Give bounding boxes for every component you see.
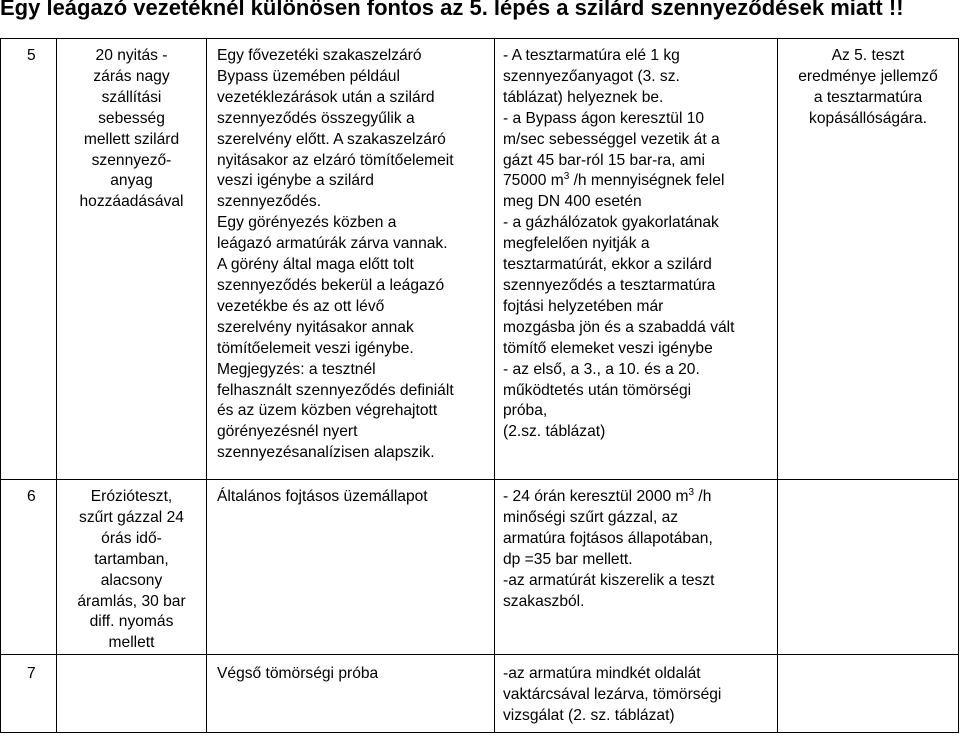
table-row [1,480,959,655]
text-line: diff. nyomás [89,613,174,631]
text-line: veszi igénybe a szilárd [217,172,374,190]
text-line: nyitásakor az elzáró tömítőelemeit [217,151,454,169]
superscript: 3 [688,486,695,498]
text-line: m/sec sebességgel vezetik át a [503,130,720,148]
remark-cell [778,655,959,733]
text-line: Bypass üzemében például [217,67,400,85]
table-row [1,655,959,733]
text-line: Az 5. teszt [831,47,905,64]
text-line: görényezésnél nyert [217,423,358,441]
text-line: szennyezőanyagot (3. sz. [503,67,680,85]
text-line: megfelelően nyitják a [503,235,650,253]
text-part: /h [694,488,712,505]
text-line: - a gázhálózatok gyakorlatának [503,214,719,232]
text-line: vezetéklezárások után a szilárd [217,88,435,106]
step-name-cell [57,39,207,480]
text-line: tömítőelemeit veszi igénybe. [217,339,414,357]
step-number: 5 [1,39,57,480]
text-line: és az üzem közben végrehajtott [217,402,438,420]
text-line: áramlás, 30 bar [77,592,186,610]
text-line: meg DN 400 esetén [503,193,642,211]
text-line: gázt 45 bar-ról 15 bar-ra, ami [503,151,705,169]
table-row [1,39,959,480]
text-line: fojtási helyzetében már [503,297,664,315]
remark-cell [778,39,959,480]
text-line: Erózióteszt, [90,488,173,505]
text-line: hozzáadásával [79,193,184,211]
test-steps-table [0,38,959,733]
text-line: vizsgálat (2. sz. táblázat) [503,707,675,725]
text-line: - A tesztarmatúra elé 1 kg [503,47,680,64]
text-line: szállítási [101,88,162,106]
text-line: órás idő- [101,529,162,547]
text-part: 75000 m [503,172,564,190]
text-line: zárás nagy [93,67,170,85]
text-line: próba, [503,402,548,420]
text-line: vaktárcsával lezárva, tömörségi [503,686,722,704]
text-line: szűrt gázzal 24 [79,508,184,526]
text-line: armatúra fojtásos állapotában, [503,529,713,547]
text-line: - az első, a 3., a 10. és a 20. [503,360,700,378]
text-line: leágazó armatúrák zárva vannak. [217,235,448,253]
step-name-cell [57,655,207,733]
text-line: A görény által maga előtt tolt [217,256,414,274]
text-line: vezetékbe és az ott lévő [217,297,385,315]
text-line: felhasznált szennyeződés definiált [217,381,454,399]
text-line: szennyező- [91,151,172,169]
text-line: -az armatúrát kiszerelik a teszt [503,571,715,589]
text-line: Egy fővezetéki szakaszelzáró [217,47,422,64]
condition-cell [207,480,495,655]
text-line: szennyeződés. [217,193,322,211]
text-line: szakaszból. [503,592,585,610]
text-line: Végső tömörségi próba [217,665,379,683]
text-line: szerelvény előtt. A szakaszelzáró [217,130,446,148]
text-line: szennyeződés a tesztarmatúra [503,276,716,294]
text-line: Megjegyzés: a tesztnél [217,360,376,378]
text-line: szennyeződés összegyűlik a [217,109,415,127]
text-line: kopásállóságára. [809,109,927,127]
text-line [503,487,771,508]
step-number: 7 [1,655,57,733]
text-line: a tesztarmatúra [813,88,923,106]
text-line: szennyezésanalízisen alapszik. [217,444,435,462]
text-line: tömítő elemeket veszi igénybe [503,339,713,357]
text-line: Egy görényezés közben a [217,214,397,232]
text-line: alacsony [100,571,163,589]
step-name-cell [57,480,207,655]
procedure-cell [495,39,778,480]
condition-cell [207,655,495,733]
text-line: anyag [110,172,153,190]
text-part: /h mennyiségnek felel [569,172,725,190]
text-line: eredménye jellemző [798,67,938,85]
text-line: működtetés után tömörségi [503,381,692,399]
text-line: mellett [108,634,155,652]
step-number: 6 [1,480,57,655]
text-line: szerelvény nyitásakor annak [217,318,414,336]
text-line: minőségi szűrt gázzal, az [503,508,679,526]
text-part: - 24 órán keresztül 2000 m [503,488,689,505]
text-line: mellett szilárd [83,130,180,148]
text-line: szennyeződés bekerül a leágazó [217,276,445,294]
procedure-cell [495,480,778,655]
text-line: -az armatúra mindkét oldalát [503,665,701,683]
text-line: táblázat) helyeznek be. [503,88,664,106]
condition-cell [207,39,495,480]
text-line: mozgásba jön és a szabaddá vált [503,318,735,336]
text-line: - a Bypass ágon keresztül 10 [503,109,705,127]
text-line [503,171,771,192]
text-line: tartamban, [94,550,169,568]
remark-cell [778,480,959,655]
text-line: sebesség [98,109,165,127]
text-line: tesztarmatúrát, ekkor a szilárd [503,256,712,274]
text-line: Általános fojtásos üzemállapot [217,488,428,505]
page-title: Egy leágazó vezetéknél különösen fontos az 5. lépés a szilárd szennyeződések miatt !! [0,0,904,20]
text-line: (2.sz. táblázat) [503,423,606,441]
text-line: dp =35 bar mellett. [503,550,633,568]
superscript: 3 [563,171,570,183]
text-line: 20 nyitás - [95,47,168,64]
procedure-cell [495,655,778,733]
